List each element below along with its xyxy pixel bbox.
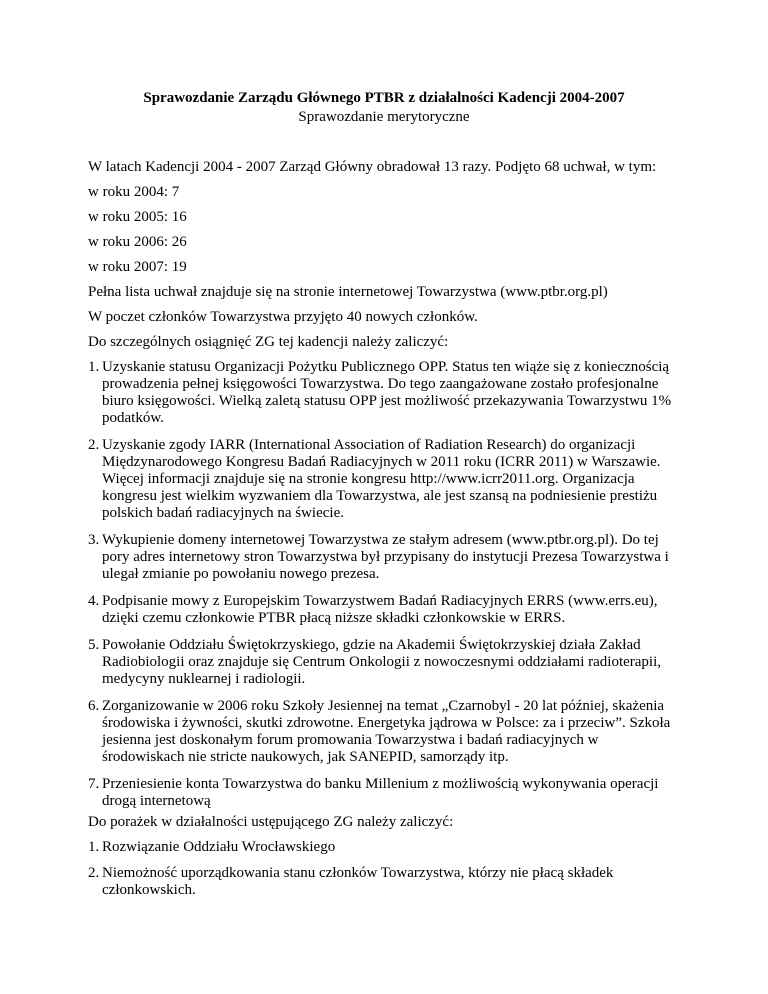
list-number: 3. xyxy=(88,532,100,548)
list-number: 5. xyxy=(88,637,100,653)
intro-paragraph: W latach Kadencji 2004 - 2007 Zarząd Główny obradował 13 razy. Podjęto 68 uchwał, w tym: xyxy=(88,159,657,175)
achievement-item xyxy=(88,637,680,688)
achievement-item xyxy=(88,776,680,810)
list-number: 4. xyxy=(88,593,100,609)
achievements-intro: Do szczególnych osiągnięć ZG tej kadencji należy zaliczyć: xyxy=(88,334,449,350)
year-2006-line: w roku 2006: 26 xyxy=(88,234,187,250)
achievement-text: Uzyskanie statusu Organizacji Pożytku Publicznego OPP. Status ten wiąże się z koniecznością prowadzenia pełnej księgowości Towarzystwa. Do tego zaangażowane zostało profesjonalne biuro księgowości. Wielką zaletą statusu OPP jest możliwość przekazywania Towarzystwu 1% podatków. xyxy=(102,359,672,426)
achievement-text: Wykupienie domeny internetowej Towarzystwa ze stałym adresem (www.ptbr.org.pl). Do tej pory adres internetowy stron Towarzystwa był przypisany do instytucji Prezesa Towarzystwa i ulegał zmianie po powołaniu nowego prezesa. xyxy=(102,532,669,582)
failures-intro: Do porażek w działalności ustępującego ZG należy zaliczyć: xyxy=(88,814,454,830)
list-number: 6. xyxy=(88,698,100,714)
achievement-item xyxy=(88,359,680,427)
list-number: 2. xyxy=(88,437,100,453)
failure-item xyxy=(88,865,680,899)
new-members-note: W poczet członków Towarzystwa przyjęto 40 nowych członków. xyxy=(88,309,478,325)
failure-text: Niemożność uporządkowania stanu członków Towarzystwa, którzy nie płacą składek członkowskich. xyxy=(102,865,614,898)
achievement-item xyxy=(88,698,680,766)
failures-list xyxy=(88,839,680,899)
achievements-list xyxy=(88,359,680,810)
failure-item xyxy=(88,839,680,856)
achievement-text: Uzyskanie zgody IARR (International Association of Radiation Research) do organizacji Międzynarodowego Kongresu Badań Radiacyjnych w 2011 roku (ICRR 2011) w Warszawie. Więcej informacji znajduje się na stronie kongresu http://www.icrr2011.org. Organizacja kongresu jest wielkim wyzwaniem dla Towarzystwa, ale jest szansą na podniesienie prestiżu polskich badań radiacyjnych na świecie. xyxy=(102,437,661,521)
achievement-text: Przeniesienie konta Towarzystwa do banku Millenium z możliwością wykonywania operacji drogą internetową xyxy=(102,776,659,809)
list-number: 2. xyxy=(88,865,100,881)
resolutions-list-note: Pełna lista uchwał znajduje się na stronie internetowej Towarzystwa (www.ptbr.org.pl) xyxy=(88,284,608,300)
achievement-text: Zorganizowanie w 2006 roku Szkoły Jesiennej na temat „Czarnobyl - 20 lat później, skażenia środowiska i żywności, skutki zdrowotne. Energetyka jądrowa w Polsce: za i przeciw”. Szkoła jesienna jest doskonałym forum promowania Towarzystwa i badań radiacyjnych w środowiskach nie stricte naukowych, jak SANEPID, samorządy itp. xyxy=(102,698,671,765)
list-number: 1. xyxy=(88,839,100,855)
list-number: 1. xyxy=(88,359,100,375)
document-title: Sprawozdanie Zarządu Głównego PTBR z działalności Kadencji 2004-2007 xyxy=(143,90,625,106)
failure-text: Rozwiązanie Oddziału Wrocławskiego xyxy=(102,839,336,855)
achievement-text: Powołanie Oddziału Świętokrzyskiego, gdzie na Akademii Świętokrzyskiej działa Zakład Radiobiologii oraz znajduje się Centrum Onkologii z nowoczesnymi oddziałami radioterapii, medycyny nuklearnej i radiologii. xyxy=(102,637,662,687)
list-number: 7. xyxy=(88,776,100,792)
year-2007-line: w roku 2007: 19 xyxy=(88,259,187,275)
year-2005-line: w roku 2005: 16 xyxy=(88,209,187,225)
achievement-item xyxy=(88,532,680,583)
achievement-item xyxy=(88,593,680,627)
document-subtitle: Sprawozdanie merytoryczne xyxy=(298,109,470,125)
achievement-item xyxy=(88,437,680,522)
year-2004-line: w roku 2004: 7 xyxy=(88,184,180,200)
achievement-text: Podpisanie mowy z Europejskim Towarzystwem Badań Radiacyjnych ERRS (www.errs.eu), dzięki czemu członkowie PTBR płacą niższe składki członkowskie w ERRS. xyxy=(102,593,658,626)
